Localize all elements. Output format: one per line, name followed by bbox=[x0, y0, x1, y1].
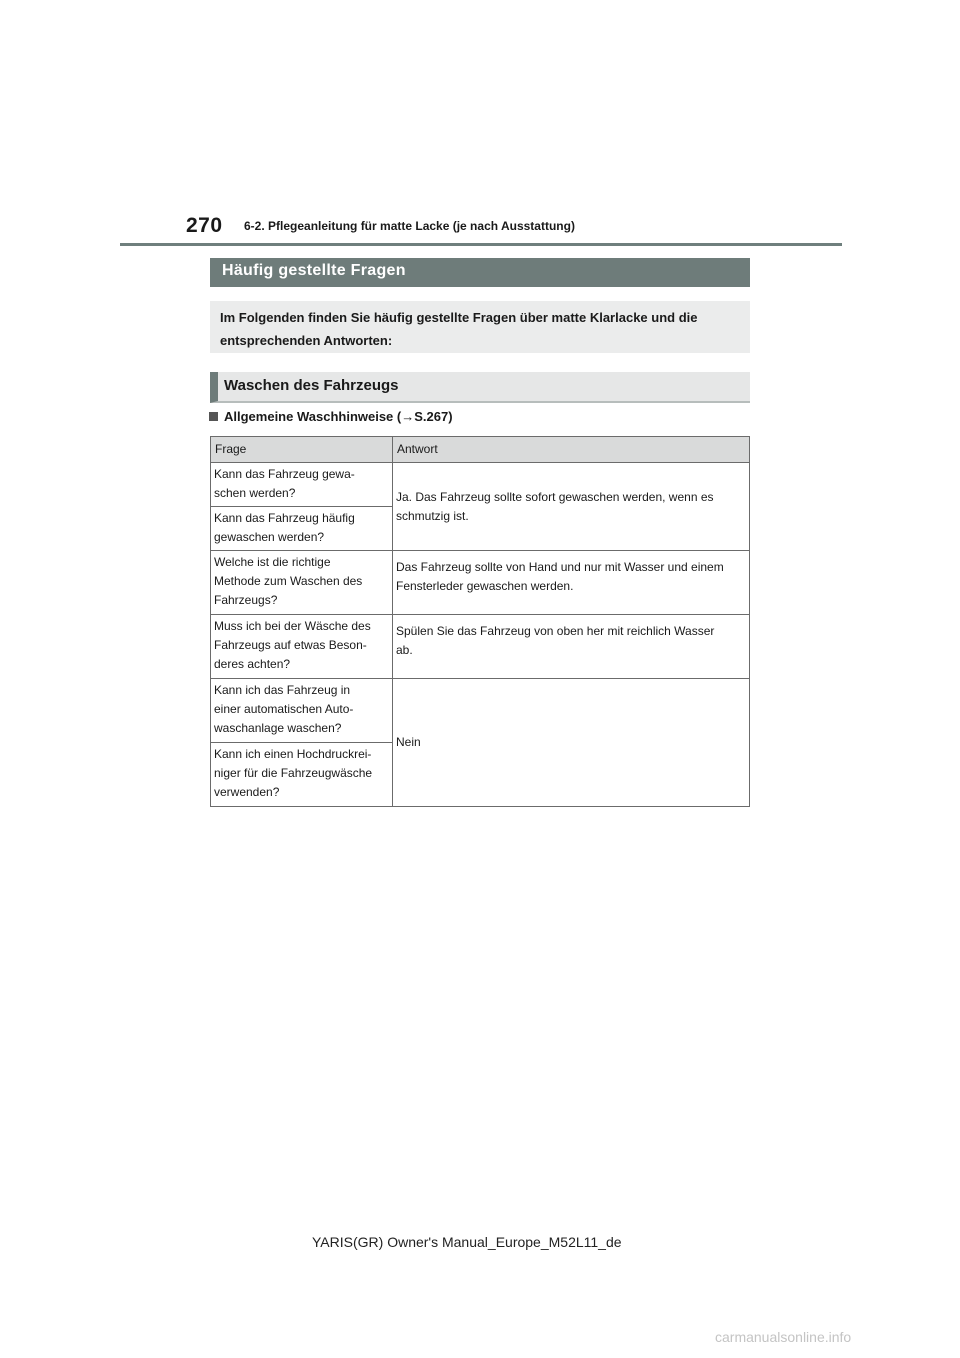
question-cell bbox=[211, 615, 393, 679]
question-line: deres achten? bbox=[214, 657, 291, 671]
watermark: carmanualsonline.info bbox=[715, 1329, 852, 1345]
question-line: Kann das Fahrzeug häufig bbox=[214, 511, 355, 525]
question-line: niger für die Fahrzeugwäsche bbox=[214, 766, 373, 780]
table-header-row bbox=[211, 437, 750, 463]
question-line: Fahrzeugs auf etwas Beson- bbox=[214, 638, 367, 652]
question-line: gewaschen werden? bbox=[214, 530, 325, 544]
answer-line: Das Fahrzeug sollte von Hand und nur mit Wasser und einem bbox=[396, 560, 724, 574]
faq-table bbox=[210, 436, 750, 807]
answer-line: Spülen Sie das Fahrzeug von oben her mit reichlich Wasser bbox=[396, 624, 715, 638]
question-line: Fahrzeugs? bbox=[214, 593, 278, 607]
answer-line: Nein bbox=[396, 735, 421, 749]
table-row bbox=[211, 679, 750, 743]
answer-line: ab. bbox=[396, 643, 413, 657]
question-cell bbox=[211, 463, 393, 507]
bullet-text: Allgemeine Waschhinweise ( bbox=[224, 409, 402, 424]
question-line: Methode zum Waschen des bbox=[214, 574, 363, 588]
answer-cell bbox=[393, 615, 750, 679]
question-cell bbox=[211, 743, 393, 807]
section-header: 6-2. Pflegeanleitung für matte Lacke (je nach Ausstattung) bbox=[244, 219, 575, 233]
answer-cell bbox=[393, 551, 750, 615]
answer-line: Ja. Das Fahrzeug sollte sofort gewaschen werden, wenn es bbox=[396, 489, 714, 504]
arrow-icon: → bbox=[401, 409, 415, 424]
intro-text: Im Folgenden finden Sie häufig gestellte Fragen über matte Klarlacke und die entsprechenden Antworten: bbox=[210, 301, 750, 353]
question-line: waschanlage waschen? bbox=[214, 721, 342, 735]
question-line: Kann das Fahrzeug gewa- bbox=[214, 467, 355, 481]
bullet-reference[interactable]: S.267) bbox=[414, 409, 453, 424]
bullet-heading bbox=[209, 409, 453, 424]
answer-line: schmutzig ist. bbox=[396, 508, 469, 523]
column-header-answer: Antwort bbox=[393, 437, 750, 463]
question-line: Muss ich bei der Wäsche des bbox=[214, 619, 371, 633]
question-cell bbox=[211, 507, 393, 551]
table-row bbox=[211, 551, 750, 615]
page-title: Häufig gestellte Fragen bbox=[210, 258, 750, 287]
answer-cell bbox=[393, 679, 750, 807]
question-line: verwenden? bbox=[214, 785, 280, 799]
question-line: Welche ist die richtige bbox=[214, 555, 331, 569]
page-number: 270 bbox=[186, 214, 223, 237]
table-row bbox=[211, 463, 750, 507]
question-cell bbox=[211, 679, 393, 743]
table-row bbox=[211, 615, 750, 679]
question-cell bbox=[211, 551, 393, 615]
question-line: schen werden? bbox=[214, 486, 296, 500]
question-line: Kann ich einen Hochdruckrei- bbox=[214, 747, 372, 761]
square-bullet-icon bbox=[209, 412, 218, 421]
header-divider bbox=[120, 243, 842, 246]
question-line: einer automatischen Auto- bbox=[214, 702, 354, 716]
answer-cell bbox=[393, 463, 750, 551]
column-header-question: Frage bbox=[211, 437, 393, 463]
footer-manual-id: YARIS(GR) Owner's Manual_Europe_M52L11_de bbox=[312, 1234, 622, 1250]
answer-line: Fensterleder gewaschen werden. bbox=[396, 579, 574, 593]
subheader-washing: Waschen des Fahrzeugs bbox=[210, 372, 750, 403]
question-line: Kann ich das Fahrzeug in bbox=[214, 683, 351, 697]
